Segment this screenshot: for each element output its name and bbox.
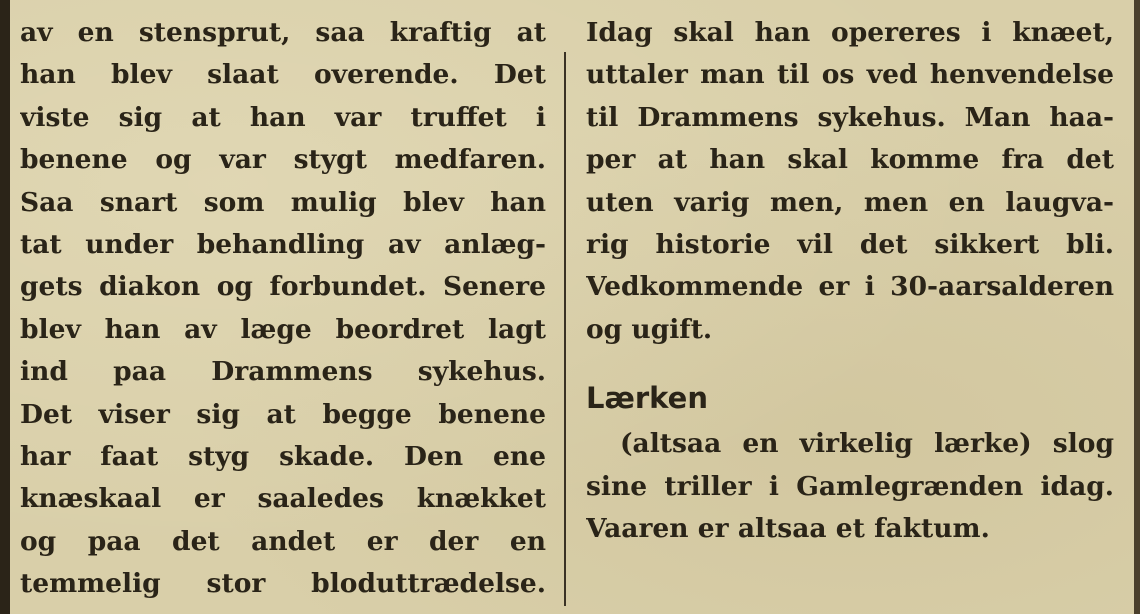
scan-edge-right [1134, 0, 1140, 614]
right-column [586, 12, 1114, 550]
text-line: sine triller i Gamlegrænden idag. [586, 470, 1114, 502]
text-line: benene og var stygt medfaren. [20, 144, 546, 176]
text-line: og ugift. [586, 313, 713, 345]
text-line: viste sig at han var truffet i [20, 101, 546, 133]
text-line: Vaaren er altsaa et faktum. [586, 512, 990, 544]
text-line: tat under behandling av anlæg- [20, 228, 546, 260]
text-line: av en stensprut, saa kraftig at [20, 17, 546, 48]
text-line: ind paa Drammens sykehus. [20, 356, 546, 388]
text-line: Saa snart som mulig blev han [20, 186, 546, 218]
text-line: uttaler man til os ved henvendelse [586, 59, 1114, 91]
text-line: og paa det andet er der en [20, 525, 546, 557]
text-line: per at han skal komme fra det [586, 144, 1114, 176]
text-line: temmelig stor bloduttrædelse. [20, 568, 546, 600]
text-line: til Drammens sykehus. Man haa- [586, 101, 1114, 133]
section-heading: Lærken [586, 381, 708, 416]
text-line: gets diakon og forbundet. Senere [20, 271, 546, 303]
text-line: Vedkommende er i 30-aarsalderen [586, 271, 1114, 303]
text-line: knæskaal er saaledes knækket [20, 483, 546, 515]
text-line: har faat styg skade. Den ene [20, 440, 546, 472]
scan-edge-left [0, 0, 10, 614]
text-line: Det viser sig at begge benene [20, 398, 546, 430]
text-line: Idag skal han opereres i knæet, [586, 17, 1114, 48]
text-line: uten varig men, men en laugva- [586, 186, 1114, 218]
text-line: rig historie vil det sikkert bli. [586, 228, 1114, 260]
text-line: blev han av læge beordret lagt [20, 313, 546, 345]
column-divider [564, 52, 566, 606]
text-line: (altsaa en virkelig lærke) slog [620, 428, 1114, 460]
left-column [20, 12, 546, 605]
text-line: han blev slaat overende. Det [20, 59, 546, 91]
